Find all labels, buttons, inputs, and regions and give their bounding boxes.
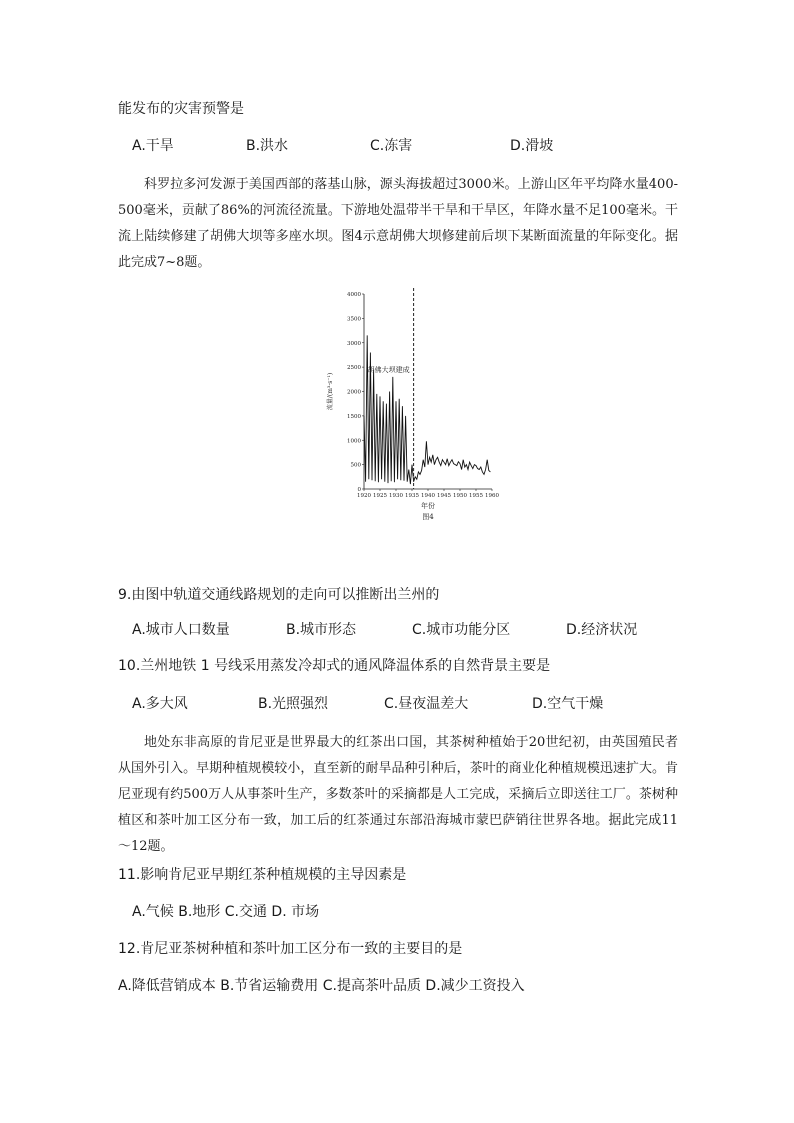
x-tick-label: 1925 bbox=[373, 493, 387, 499]
passage-text: 地处东非高原的肯尼亚是世界最大的红茶出口国，其茶树种植始于20世纪初，由英国殖民者从国外引入。早期种植规模较小，直至新的耐旱品种引种后，茶叶的商业化种植规模迅速扩大。肯尼亚现有约500万人从事茶叶生产，多数茶叶的采摘都是人工完成，采摘后立即送往工厂。茶树种植区和茶叶加工区分布一致，加工后的红茶通过东部沿海城市蒙巴萨销往世界各地。据此完成11～12题。 bbox=[118, 735, 678, 854]
option-a: A.干旱 bbox=[132, 138, 174, 154]
x-tick-label: 1920 bbox=[357, 493, 371, 499]
top-options bbox=[132, 136, 632, 156]
y-tick-label: 2500 bbox=[347, 365, 361, 372]
q9-options bbox=[132, 620, 692, 640]
q12-stem: 12.肯尼亚茶树种植和茶叶加工区分布一致的主要目的是 bbox=[118, 941, 463, 957]
series-line-flow bbox=[364, 335, 490, 484]
passage-kenya-tea bbox=[118, 730, 678, 860]
q9-option-d: D.经济状况 bbox=[566, 622, 638, 638]
y-tick-label: 3000 bbox=[347, 340, 361, 347]
y-tick-label: 0 bbox=[357, 487, 361, 493]
q9-option-c: C.城市功能分区 bbox=[412, 622, 511, 638]
q9-option-b: B.城市形态 bbox=[286, 622, 357, 638]
q10-option-d: D.空气干燥 bbox=[532, 696, 604, 712]
y-tick-label: 3500 bbox=[347, 316, 361, 323]
x-axis-label: 年份 bbox=[421, 502, 435, 510]
q9-stem: 9.由图中轨道交通线路规划的走向可以推断出兰州的 bbox=[118, 587, 440, 603]
y-tick-label: 4000 bbox=[347, 292, 361, 298]
passage-colorado-river bbox=[118, 172, 678, 276]
q12-options: A.降低营销成本 B.节省运输费用 C.提高茶叶品质 D.减少工资投入 bbox=[118, 978, 525, 994]
x-tick-label: 1960 bbox=[485, 493, 499, 499]
y-tick-label: 1000 bbox=[347, 438, 361, 445]
dam-annotation: 胡佛大坝建成 bbox=[367, 366, 410, 374]
y-axis-label: 流量/(m³·s⁻¹) bbox=[327, 372, 334, 411]
question-stem-tail: 能发布的灾害预警是 bbox=[118, 101, 244, 117]
y-tick-label: 1500 bbox=[347, 413, 361, 420]
y-tick-label: 500 bbox=[350, 462, 361, 469]
x-tick-label: 1940 bbox=[421, 493, 435, 499]
chart-title: 图4 bbox=[422, 513, 434, 521]
q10-option-c: C.昼夜温差大 bbox=[384, 696, 469, 712]
q11-stem: 11.影响肯尼亚早期红茶种植规模的主导因素是 bbox=[118, 867, 407, 883]
x-tick-label: 1955 bbox=[469, 493, 483, 499]
y-tick-label: 2000 bbox=[347, 389, 361, 396]
q10-option-a: A.多大风 bbox=[132, 696, 188, 712]
flow-chart bbox=[322, 286, 502, 526]
x-tick-label: 1950 bbox=[453, 493, 467, 499]
q10-option-b: B.光照强烈 bbox=[258, 696, 329, 712]
x-tick-label: 1930 bbox=[389, 493, 403, 499]
q11-options: A.气候 B.地形 C.交通 D. 市场 bbox=[132, 904, 320, 920]
q10-stem: 10.兰州地铁 1 号线采用蒸发冷却式的通风降温体系的自然背景主要是 bbox=[118, 658, 551, 674]
q10-options bbox=[132, 694, 692, 714]
option-c: C.冻害 bbox=[370, 138, 413, 154]
option-d: D.滑坡 bbox=[510, 138, 554, 154]
x-tick-label: 1935 bbox=[405, 493, 419, 499]
q9-option-a: A.城市人口数量 bbox=[132, 622, 230, 638]
passage-text: 科罗拉多河发源于美国西部的落基山脉，源头海拔超过3000米。上游山区年平均降水量400-500毫米，贡献了86%的河流径流量。下游地处温带半干旱和干旱区，年降水量不足100毫米。干流上陆续修建了胡佛大坝等多座水坝。图4示意胡佛大坝修建前后坝下某断面流量的年际变化。据此完成7~8题。 bbox=[118, 177, 678, 270]
x-tick-label: 1945 bbox=[437, 493, 451, 499]
option-b: B.洪水 bbox=[246, 138, 289, 154]
